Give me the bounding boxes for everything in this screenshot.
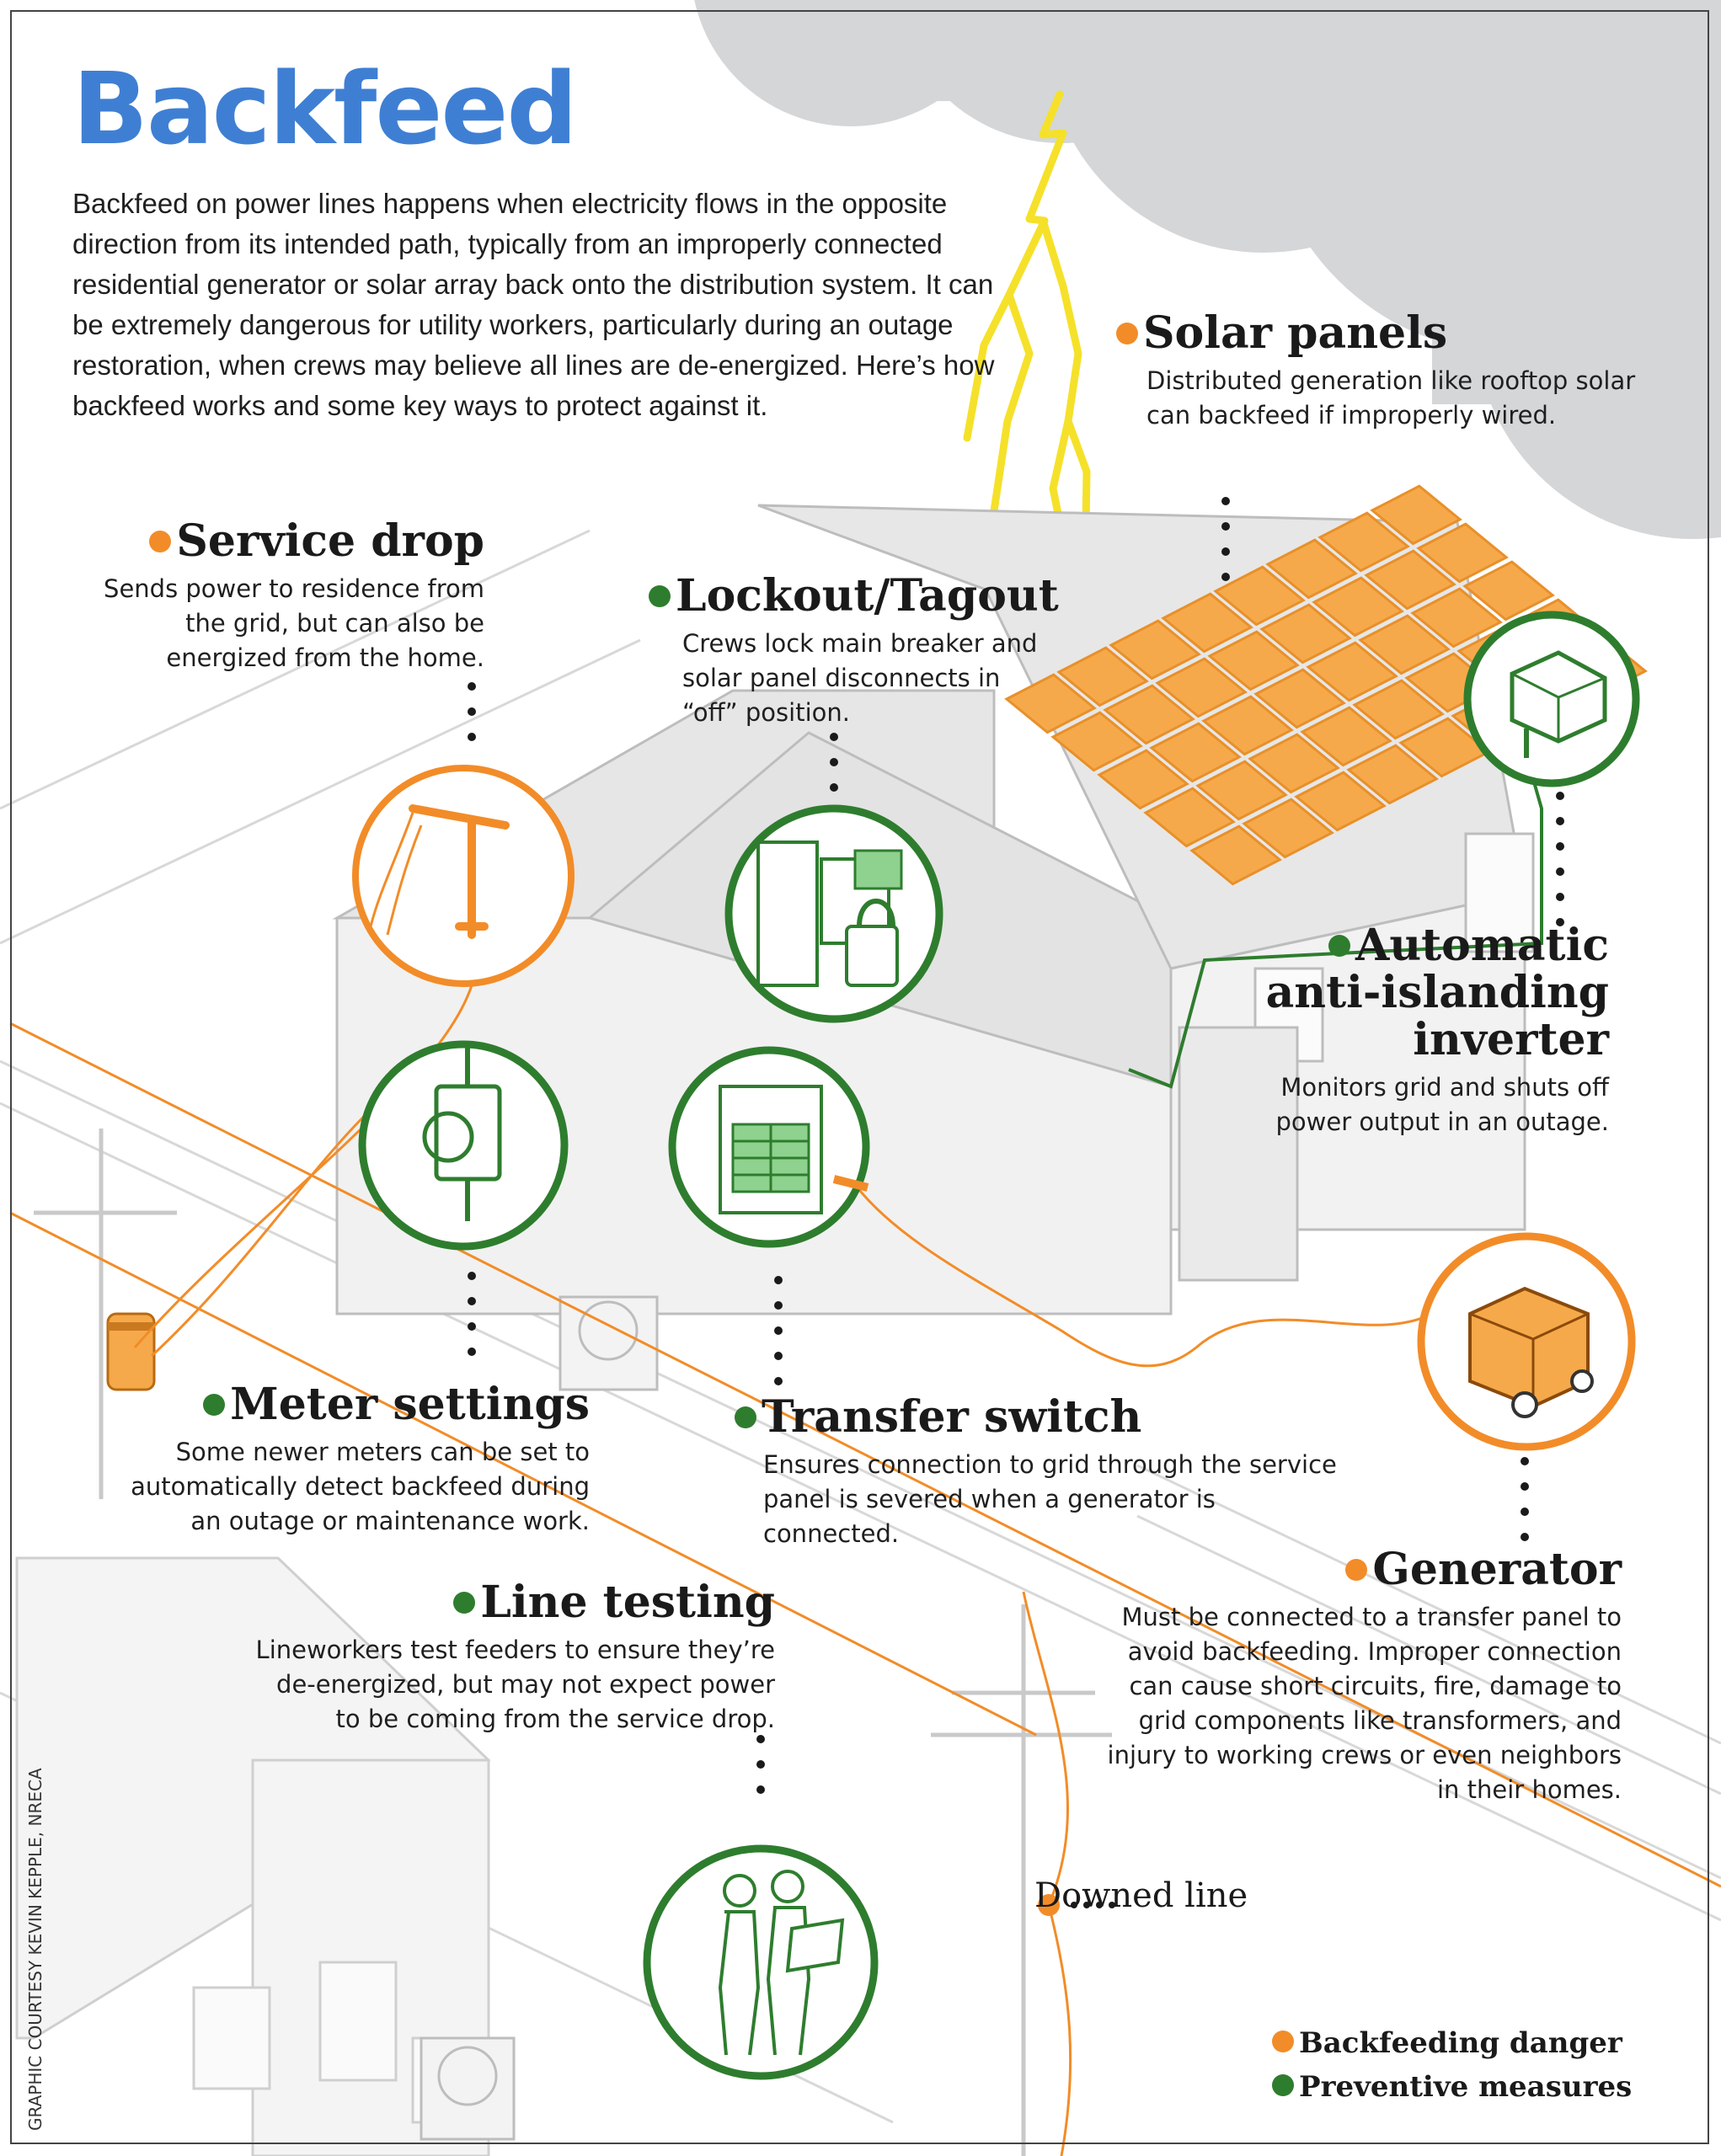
image-credit: GRAPHIC COURTESY KEVIN KEPPLE, NRECA [25,1768,45,2131]
callout-body: Must be connected to a transfer panel to avoid backfeeding. Improper connection can cause short circuits, fire, damage to grid components like transformers, and injury to working crews or even neighbors in their homes. [1107,1603,1622,1805]
page-title: Backfeed [72,51,576,167]
callout-line-testing [253,1579,775,1737]
callout-body: Distributed generation like rooftop solar can backfeed if improperly wired. [1146,366,1636,430]
callout-anti-islanding [1247,922,1609,1139]
danger-dot-icon [149,531,171,552]
callout-title: Transfer switch [762,1391,1142,1443]
legend [1272,2021,1632,2109]
downed-line-label: Downed line [1034,1876,1248,1915]
callout-title: Solar panels [1143,307,1448,359]
callout-title: Generator [1372,1544,1622,1595]
callout-title: Automatic anti-islanding inverter [1265,920,1609,1066]
danger-dot-icon [1345,1559,1367,1581]
danger-dot-icon [1116,323,1138,344]
legend-preventive [1272,2065,1632,2109]
preventive-dot-icon [203,1394,225,1416]
danger-dot-icon [1272,2031,1294,2052]
callout-title: Line testing [480,1577,775,1628]
legend-danger [1272,2021,1632,2065]
callout-generator [1095,1546,1622,1807]
callout-lockout-tagout [649,570,1059,730]
callout-body: Crews lock main breaker and solar panel disconnects in “off” position. [682,629,1038,728]
callout-title: Meter settings [230,1379,590,1430]
callout-body: Monitors grid and shuts off power output in an outage. [1275,1073,1609,1137]
preventive-dot-icon [735,1406,756,1428]
preventive-dot-icon [1272,2074,1294,2096]
callout-transfer-switch [735,1391,1358,1551]
callout-title: Service drop [176,515,484,567]
preventive-dot-icon [649,585,671,607]
intro-paragraph: Backfeed on power lines happens when electricity flows in the opposite direction from its intended path, typically from an improperly connected residential generator or solar array back onto the distribution system. It can be extremely dangerous for utility workers, particularly during an outage restoration, when crews may believe all lines are de-energized. Here’s how backfeed works and some key ways to protect against it. [72,188,995,421]
callout-meter-settings [101,1381,590,1539]
callout-solar-panels [1116,307,1655,433]
preventive-dot-icon [453,1592,475,1614]
callout-body: Lineworkers test feeders to ensure they’re de-energized, but may not expect power to be coming from the service drop. [255,1636,775,1734]
preventive-dot-icon [1328,935,1350,957]
legend-preventive-label: Preventive measures [1299,2070,1633,2104]
callout-body: Sends power to residence from the grid, but can also be energized from the home. [104,574,484,673]
legend-danger-label: Backfeeding danger [1299,2026,1622,2060]
callout-service-drop [101,515,484,675]
callout-body: Ensures connection to grid through the service panel is severed when a generator is connected. [763,1450,1337,1549]
callout-body: Some newer meters can be set to automatically detect backfeed during an outage or maintenance work. [131,1438,590,1536]
callout-title: Lockout/Tagout [676,570,1059,622]
